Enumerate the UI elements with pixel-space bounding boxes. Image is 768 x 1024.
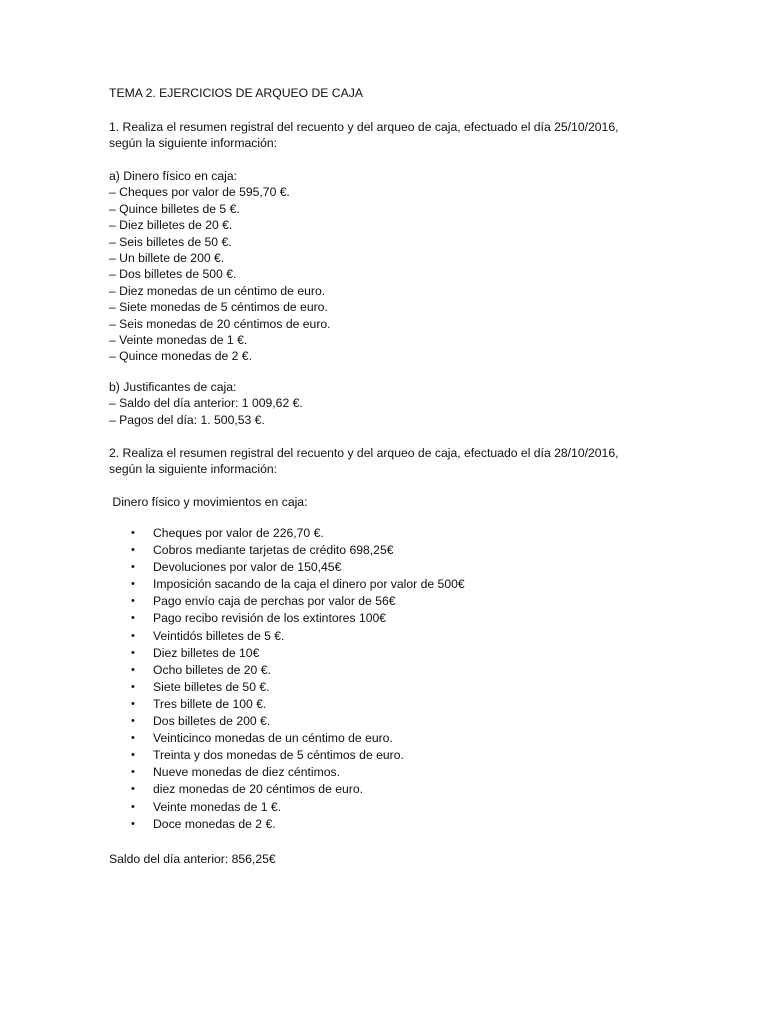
exercise-2-bullet-list: [131, 525, 701, 833]
list-item: [131, 816, 701, 833]
section-a-item: – Quince billetes de 5 €.: [109, 201, 240, 216]
exercise-2-statement: [109, 445, 679, 478]
list-item: [131, 576, 701, 593]
list-item-text: Nueve monedas de diez céntimos.: [153, 765, 340, 780]
bullet-icon: •: [131, 800, 135, 813]
exercise-1-statement: [109, 119, 679, 152]
section-a-item: – Seis monedas de 20 céntimos de euro.: [109, 316, 331, 331]
exercise-1-line-1: 1. Realiza el resumen registral del recuento y del arqueo de caja, efectuado el día 25/10/2016,: [109, 120, 619, 134]
list-item-text: Ocho billetes de 20 €.: [153, 662, 271, 677]
bullet-icon: •: [131, 578, 135, 591]
list-item: [131, 559, 701, 576]
exercise-2-heading: Dinero físico y movimientos en caja:: [109, 495, 308, 509]
bullet-icon: •: [131, 715, 135, 728]
section-a-item: – Diez monedas de un céntimo de euro.: [109, 283, 326, 298]
list-item-text: Imposición sacando de la caja el dinero por valor de 500€: [153, 577, 465, 592]
list-item-text: Doce monedas de 2 €.: [153, 816, 276, 831]
list-item: [131, 525, 701, 542]
section-a-item: – Diez billetes de 20 €.: [109, 218, 233, 233]
list-item-text: Diez billetes de 10€: [153, 645, 260, 660]
list-item: [131, 679, 701, 696]
list-item: [131, 730, 701, 747]
list-item: [131, 610, 701, 627]
list-item: [131, 713, 701, 730]
bullet-icon: •: [131, 561, 135, 574]
section-a-item: – Quince monedas de 2 €.: [109, 349, 252, 364]
section-a-item: – Seis billetes de 50 €.: [109, 234, 232, 249]
list-item: [131, 781, 701, 798]
exercise-2-line-2: según la siguiente información:: [109, 462, 278, 477]
list-item-text: Pago envío caja de perchas por valor de 56€: [153, 594, 396, 609]
section-a-item: – Dos billetes de 500 €.: [109, 267, 237, 282]
exercise-2-line-1: 2. Realiza el resumen registral del recuento y del arqueo de caja, efectuado el día 28/10/2016,: [109, 446, 619, 460]
section-b-item: – Pagos del día: 1. 500,53 €.: [109, 412, 265, 427]
bullet-icon: •: [131, 646, 135, 659]
bullet-icon: •: [131, 766, 135, 779]
bullet-icon: •: [131, 732, 135, 745]
section-b-heading: b) Justificantes de caja:: [109, 380, 237, 394]
list-item-text: diez monedas de 20 céntimos de euro.: [153, 782, 364, 797]
section-a-item: – Veinte monedas de 1 €.: [109, 333, 248, 348]
list-item-text: Tres billete de 100 €.: [153, 696, 267, 711]
bullet-icon: •: [131, 783, 135, 796]
list-item: [131, 799, 701, 816]
list-item: [131, 662, 701, 679]
list-item: [131, 542, 701, 559]
list-item-text: Dos billetes de 200 €.: [153, 714, 271, 729]
list-item: [131, 628, 701, 645]
section-b-item: – Saldo del día anterior: 1 009,62 €.: [109, 396, 303, 411]
list-item-text: Veintidós billetes de 5 €.: [153, 628, 285, 643]
list-item: [131, 696, 701, 713]
list-item: [131, 645, 701, 662]
exercise-1-section-a: [109, 168, 679, 365]
document-title: TEMA 2. EJERCICIOS DE ARQUEO DE CAJA: [109, 86, 363, 100]
list-item-text: Siete billetes de 50 €.: [153, 679, 270, 694]
section-a-item: – Siete monedas de 5 céntimos de euro.: [109, 300, 328, 315]
list-item-text: Pago recibo revisión de los extintores 100€: [153, 611, 387, 626]
exercise-2-bullet-list-wrapper: [131, 525, 701, 833]
list-item: [131, 764, 701, 781]
list-item-text: Cobros mediante tarjetas de crédito 698,25€: [153, 543, 394, 558]
bullet-icon: •: [131, 612, 135, 625]
list-item: [131, 747, 701, 764]
bullet-icon: •: [131, 527, 135, 539]
bullet-icon: •: [131, 749, 135, 762]
exercise-1-line-2: según la siguiente información:: [109, 136, 278, 151]
exercise-2-footer: Saldo del día anterior: 856,25€: [109, 852, 276, 866]
section-a-item: – Un billete de 200 €.: [109, 251, 225, 266]
bullet-icon: •: [131, 697, 135, 710]
list-item-text: Treinta y dos monedas de 5 céntimos de euro.: [153, 748, 404, 763]
section-a-item: – Cheques por valor de 595,70 €.: [109, 185, 290, 200]
list-item-text: Cheques por valor de 226,70 €.: [153, 526, 324, 540]
bullet-icon: •: [131, 544, 135, 557]
bullet-icon: •: [131, 595, 135, 608]
bullet-icon: •: [131, 817, 135, 830]
list-item-text: Veinticinco monedas de un céntimo de euro.: [153, 731, 393, 746]
bullet-icon: •: [131, 629, 135, 642]
bullet-icon: •: [131, 680, 135, 693]
list-item: [131, 593, 701, 610]
list-item-text: Devoluciones por valor de 150,45€: [153, 560, 342, 575]
section-a-list: [109, 184, 679, 364]
list-item-text: Veinte monedas de 1 €.: [153, 799, 282, 814]
section-a-heading: a) Dinero físico en caja:: [109, 169, 238, 183]
bullet-icon: •: [131, 663, 135, 676]
exercise-1-section-b: [109, 379, 679, 428]
